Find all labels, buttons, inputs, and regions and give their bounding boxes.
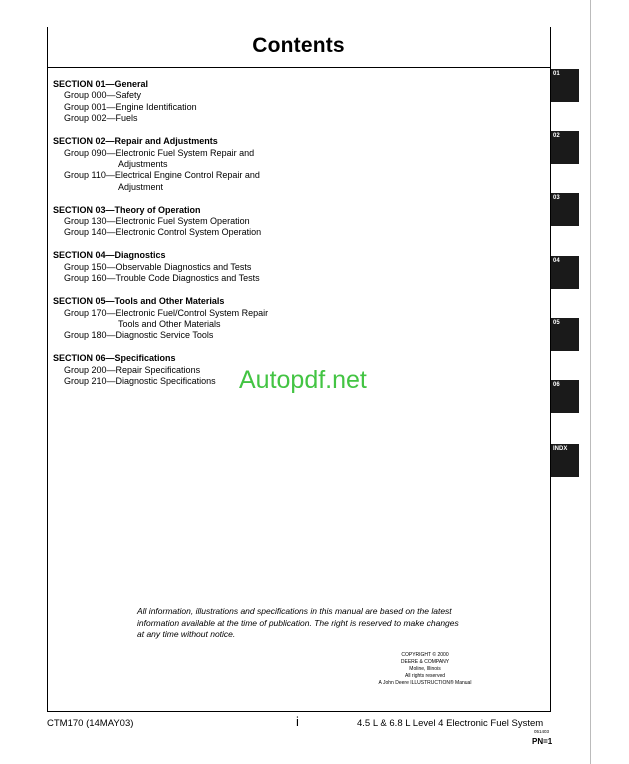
- toc-group-line: Tools and Other Materials: [118, 318, 221, 329]
- body-bottom-rule: [47, 711, 551, 712]
- toc-group-entry[interactable]: [53, 102, 313, 113]
- toc-group-entry[interactable]: [53, 308, 313, 331]
- page-right-edge: [590, 0, 591, 764]
- toc-group-line: Group 002—Fuels: [64, 113, 138, 124]
- toc-group-entry[interactable]: [53, 113, 313, 124]
- toc-section-title[interactable]: SECTION 06—Specifications: [53, 353, 176, 364]
- copyright-line: Moline, Illinois: [409, 666, 441, 672]
- copyright-line: COPYRIGHT © 2000: [401, 652, 449, 658]
- copyright-line: DEERE & COMPANY: [400, 659, 450, 665]
- toc-group-line: Group 180—Diagnostic Service Tools: [64, 330, 214, 341]
- toc-group-entry[interactable]: [53, 170, 313, 193]
- toc-group-line: Group 150—Observable Diagnostics and Tests: [64, 261, 252, 272]
- section-tab-05[interactable]: 05: [551, 318, 579, 351]
- section-tab-indx[interactable]: INDX: [551, 444, 579, 477]
- toc-group-entry[interactable]: [53, 227, 313, 238]
- section-tab-02[interactable]: 02: [551, 131, 579, 164]
- copyright-line: A John Deere ILLUSTRUCTION® Manual: [378, 680, 472, 686]
- toc-group-line: Group 000—Safety: [64, 90, 142, 101]
- toc-group-line: Adjustments: [118, 158, 168, 169]
- body-left-rule: [47, 67, 48, 712]
- toc-group-line: Group 160—Trouble Code Diagnostics and Tests: [64, 273, 260, 284]
- copyright-line: All rights reserved: [404, 673, 445, 679]
- header-bottom-rule: [47, 67, 551, 68]
- toc-group-entry[interactable]: [53, 148, 313, 171]
- footer-manual-title: 4.5 L & 6.8 L Level 4 Electronic Fuel System: [357, 718, 544, 729]
- toc-group-entry[interactable]: [53, 273, 313, 284]
- footer-code: 051403: [534, 729, 550, 734]
- table-of-contents: [53, 79, 313, 399]
- copyright-block: [355, 652, 495, 687]
- toc-section: [53, 250, 313, 284]
- toc-section: [53, 296, 313, 342]
- toc-group-line: Group 110—Electrical Engine Control Repair and: [64, 170, 260, 181]
- toc-section: [53, 79, 313, 125]
- watermark: Autopdf.net: [239, 366, 367, 394]
- toc-section-title[interactable]: SECTION 03—Theory of Operation: [53, 204, 201, 215]
- toc-section-title[interactable]: SECTION 04—Diagnostics: [53, 250, 166, 261]
- toc-group-line: Group 200—Repair Specifications: [64, 364, 201, 375]
- toc-section-title[interactable]: SECTION 05—Tools and Other Materials: [53, 296, 225, 307]
- footer-page-number: PN=1: [532, 737, 553, 746]
- toc-group-entry[interactable]: [53, 262, 313, 273]
- section-tab-04[interactable]: 04: [551, 256, 579, 289]
- toc-group-entry[interactable]: [53, 216, 313, 227]
- toc-section: [53, 136, 313, 193]
- toc-group-entry[interactable]: [53, 90, 313, 101]
- section-tab-06[interactable]: 06: [551, 380, 579, 413]
- footer-page-roman: i: [296, 714, 299, 729]
- toc-group-line: Group 001—Engine Identification: [64, 101, 197, 112]
- toc-group-line: Adjustment: [118, 181, 164, 192]
- toc-section: [53, 205, 313, 239]
- toc-group-line: Group 130—Electronic Fuel System Operation: [64, 216, 250, 227]
- toc-group-line: Group 210—Diagnostic Specifications: [64, 376, 216, 387]
- section-tab-01[interactable]: 01: [551, 69, 579, 102]
- toc-group-line: Group 170—Electronic Fuel/Control System Repair: [64, 307, 269, 318]
- section-tab-03[interactable]: 03: [551, 193, 579, 226]
- toc-section-title[interactable]: SECTION 02—Repair and Adjustments: [53, 136, 218, 147]
- toc-group-line: Group 140—Electronic Control System Operation: [64, 227, 262, 238]
- disclaimer-text: All information, illustrations and specifications in this manual are based on the latest information available at the time of publication. The right is reserved to make changes at any time without notice.: [137, 606, 459, 640]
- toc-section-title[interactable]: SECTION 01—General: [53, 79, 149, 89]
- toc-group-line: Group 090—Electronic Fuel System Repair and: [64, 147, 255, 158]
- header-right-rule: [550, 27, 551, 67]
- page-title: Contents: [252, 34, 345, 57]
- toc-group-entry[interactable]: [53, 330, 313, 341]
- footer-document-id: CTM170 (14MAY03): [47, 718, 134, 729]
